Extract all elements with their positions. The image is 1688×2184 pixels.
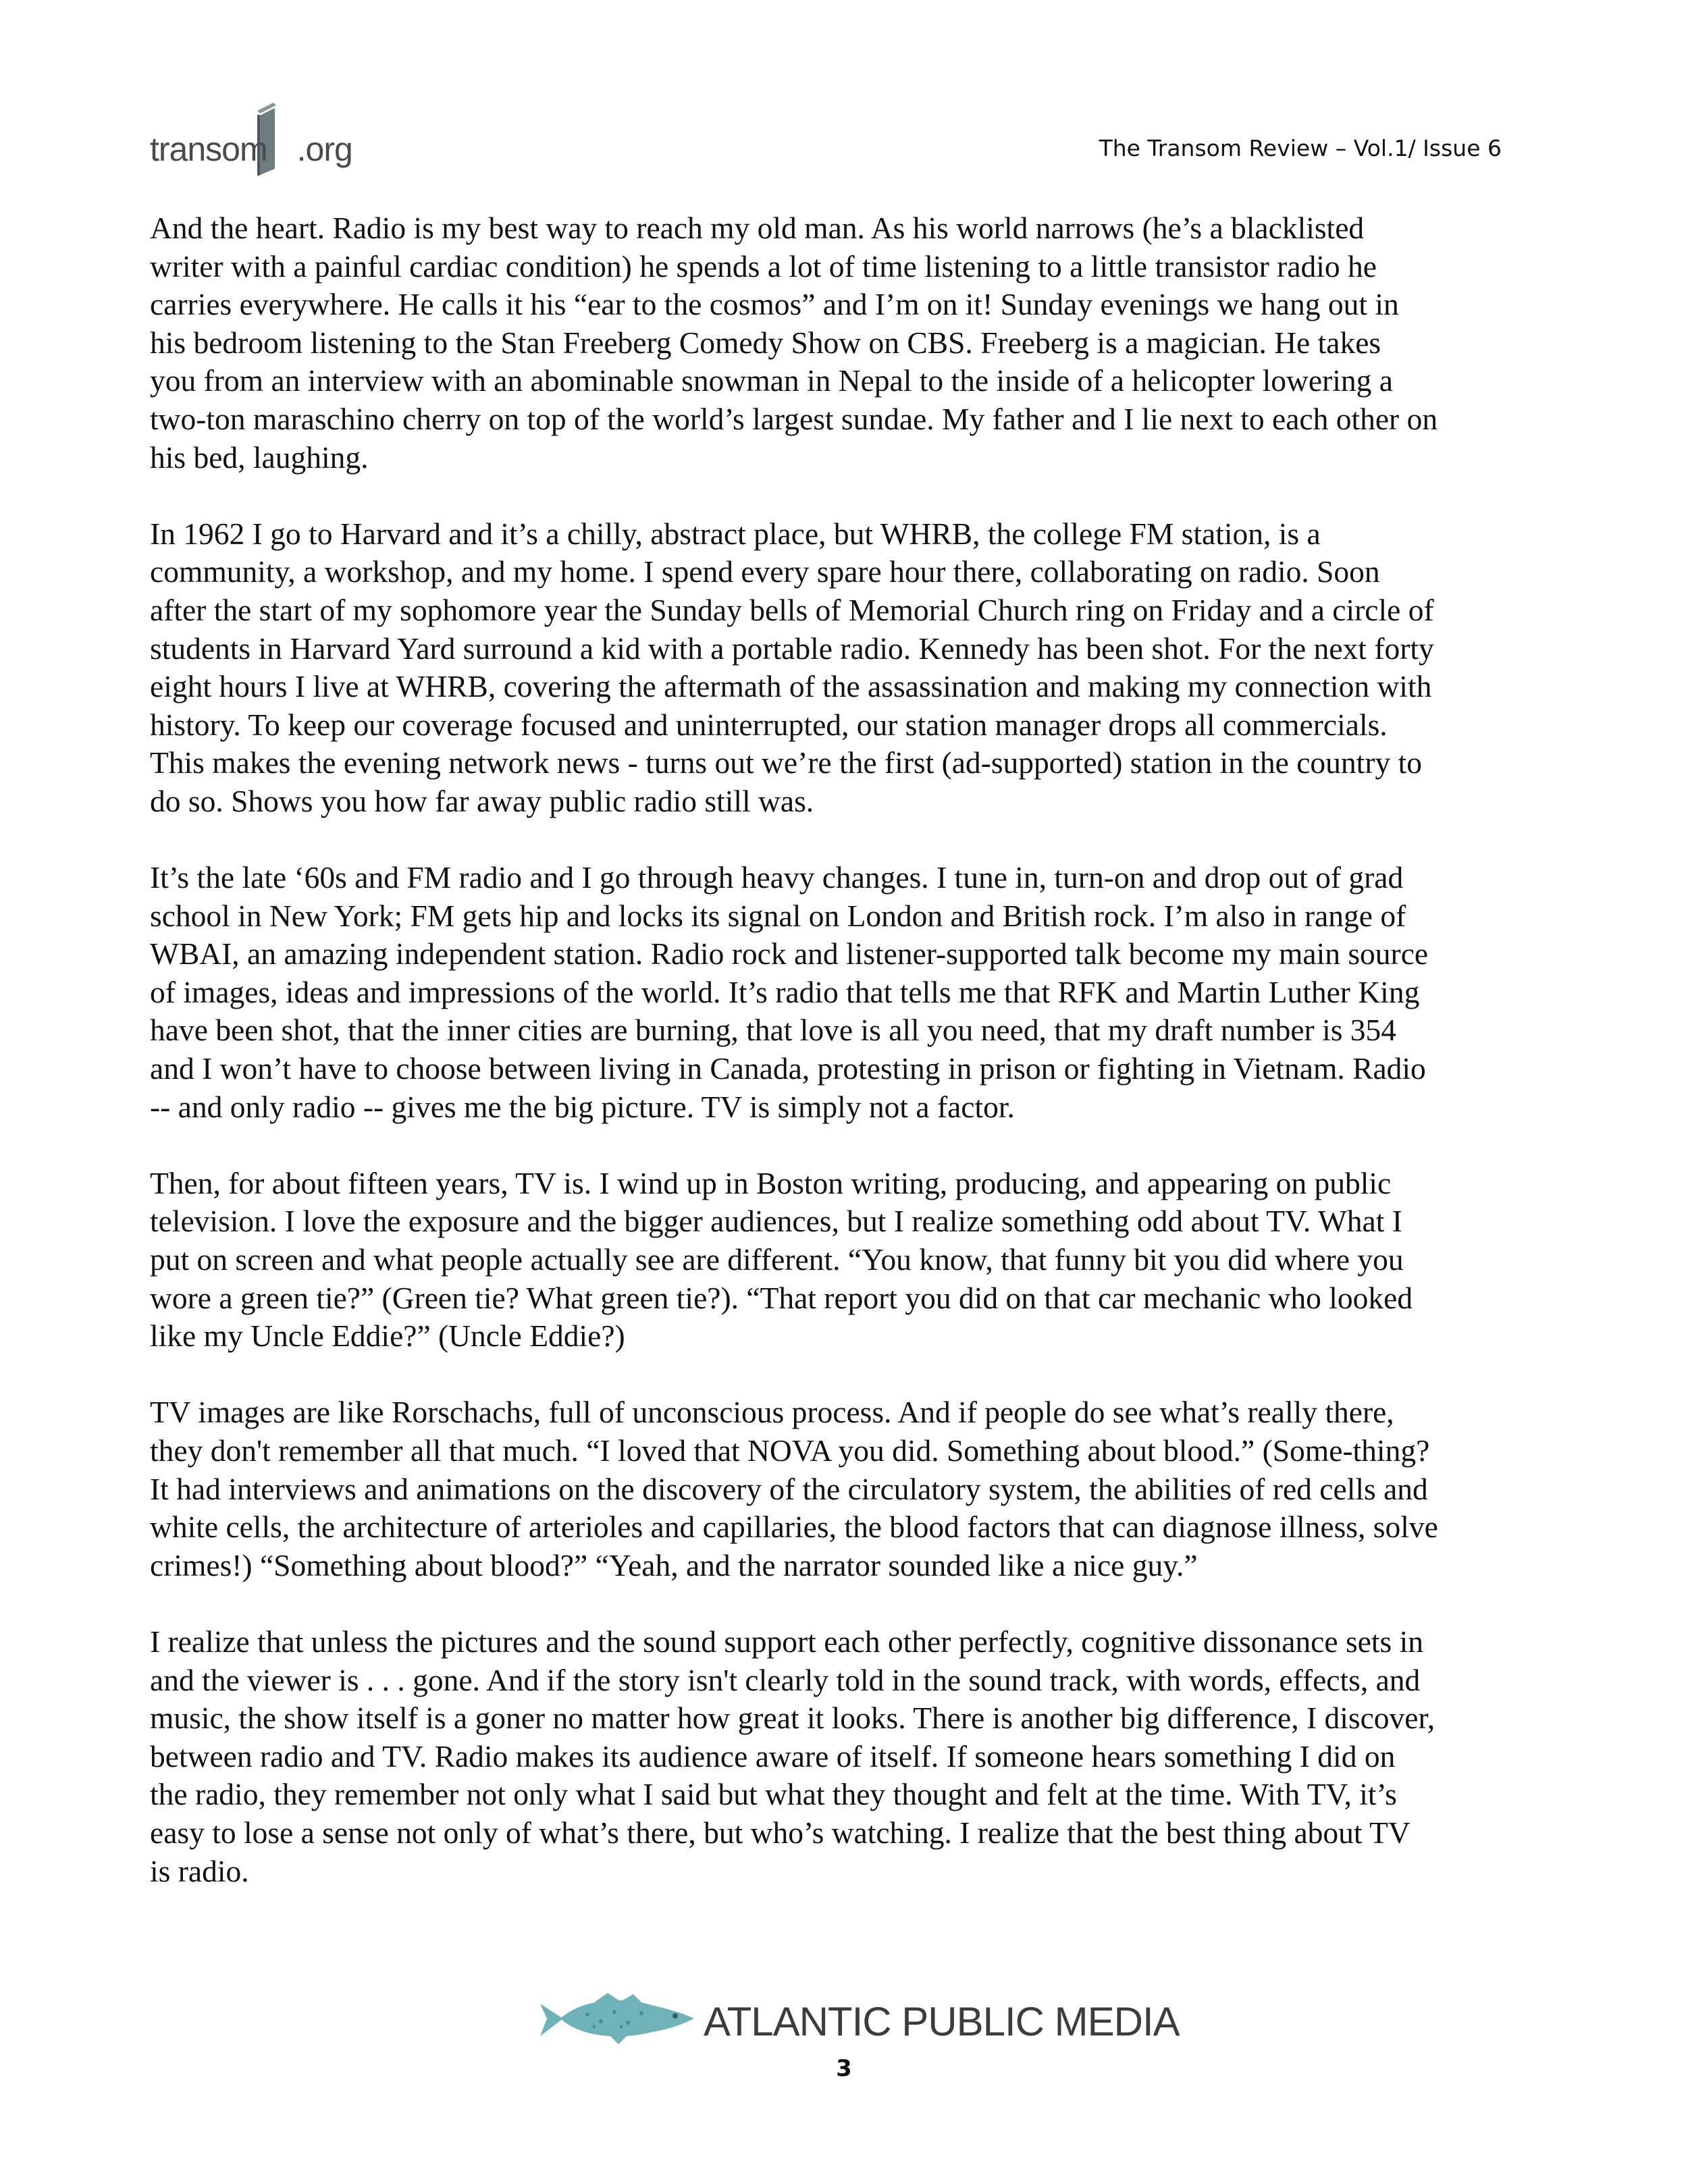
page-number: 3: [836, 2055, 852, 2082]
article-body: [150, 209, 1561, 1929]
paragraph-3: It’s the late ‘60s and FM radio and I go through heavy changes. I tune in, turn-on and drop out of grad school in New York; FM gets hip and locks its signal on London and British rock. I’m also in range of WBAI, an amazing independent station. Radio rock and listener-supported talk become my main source of images, ideas and impressions of the world. It’s radio that tells me that RFK and Martin Luther King have been shot, that the inner cities are burning, that love is all you need, that my draft number is 354 and I won’t have to choose between living in Canada, protesting in prison or fighting in Vietnam. Radio -- and only radio -- gives me the big picture. TV is simply not a factor.: [150, 860, 1429, 1124]
paragraph-5: TV images are like Rorschachs, full of unconscious process. And if people do see what’s really there, they don't remember all that much. “I loved that NOVA you did. Something about blood.” (Some-thing? It had interviews and animations on the discovery of the circulatory system, the abilities of red cells and white cells, the architecture of arterioles and capillaries, the blood factors that can diagnose illness, solve crimes!) “Something about blood?” “Yeah, and the narrator sounded like a nice guy.”: [150, 1395, 1438, 1582]
paragraph-1: And the heart. Radio is my best way to reach my old man. As his world narrows (he’s a blacklisted writer with a painful cardiac condition) he spends a lot of time listening to a little transistor radio he carries everywhere. He calls it his “ear to the cosmos” and I’m on it! Sunday evenings we hang out in his bedroom listening to the Stan Freeberg Comedy Show on CBS. Freeberg is a magician. He takes you from an interview with an abominable snowman in Nepal to the inside of a helicopter lowering a two-ton maraschino cherry on top of the world’s largest sundae. My father and I lie next to each other on his bed, laughing.: [150, 211, 1438, 475]
paragraph-4: Then, for about fifteen years, TV is. I wind up in Boston writing, producing, and appearing on public television. I love the exposure and the bigger audiences, but I realize something odd about TV. What I put on screen and what people actually see are different. “You know, that funny bit you did where you wore a green tie?” (Green tie? What green tie?). “That report you did on that car mechanic who looked like my Uncle Eddie?” (Uncle Eddie?): [150, 1165, 1413, 1354]
transom-logo: [150, 95, 352, 182]
logo-text-org: .org: [296, 130, 352, 168]
logo-text-transom: transom: [150, 130, 267, 168]
footer-brand-text: ATLANTIC PUBLIC MEDIA: [704, 1999, 1180, 2044]
atlantic-public-media-logo: [540, 1992, 1180, 2046]
fish-icon: [540, 1992, 695, 2046]
header-title: The Transom Review – Vol.1/ Issue 6: [1099, 135, 1502, 161]
logo-wordmark: [150, 130, 352, 169]
paragraph-6: I realize that unless the pictures and the sound support each other perfectly, cognitive dissonance sets in and the viewer is . . . gone. And if the story isn't clearly told in the sound track, with words, effects, and music, the show itself is a goner no matter how great it looks. There is another big difference, I discover, between radio and TV. Radio makes its audience aware of itself. If someone hears something I did on the radio, they remember not only what I said but what they thought and felt at the time. With TV, it’s easy to lose a sense not only of what’s there, but who’s watching. I realize that the best thing about TV is radio.: [150, 1624, 1435, 1888]
paragraph-2: In 1962 I go to Harvard and it’s a chilly, abstract place, but WHRB, the college FM station, is a community, a workshop, and my home. I spend every spare hour there, collaborating on radio. Soon after the start of my sophomore year the Sunday bells of Memorial Church ring on Friday and a circle of students in Harvard Yard surround a kid with a portable radio. Kennedy has been shot. For the next forty eight hours I live at WHRB, covering the aftermath of the assassination and making my connection with history. To keep our coverage focused and uninterrupted, our station manager drops all commercials. This makes the evening network news - turns out we’re the first (ad-supported) station in the country to do so. Shows you how far away public radio still was.: [150, 516, 1434, 818]
